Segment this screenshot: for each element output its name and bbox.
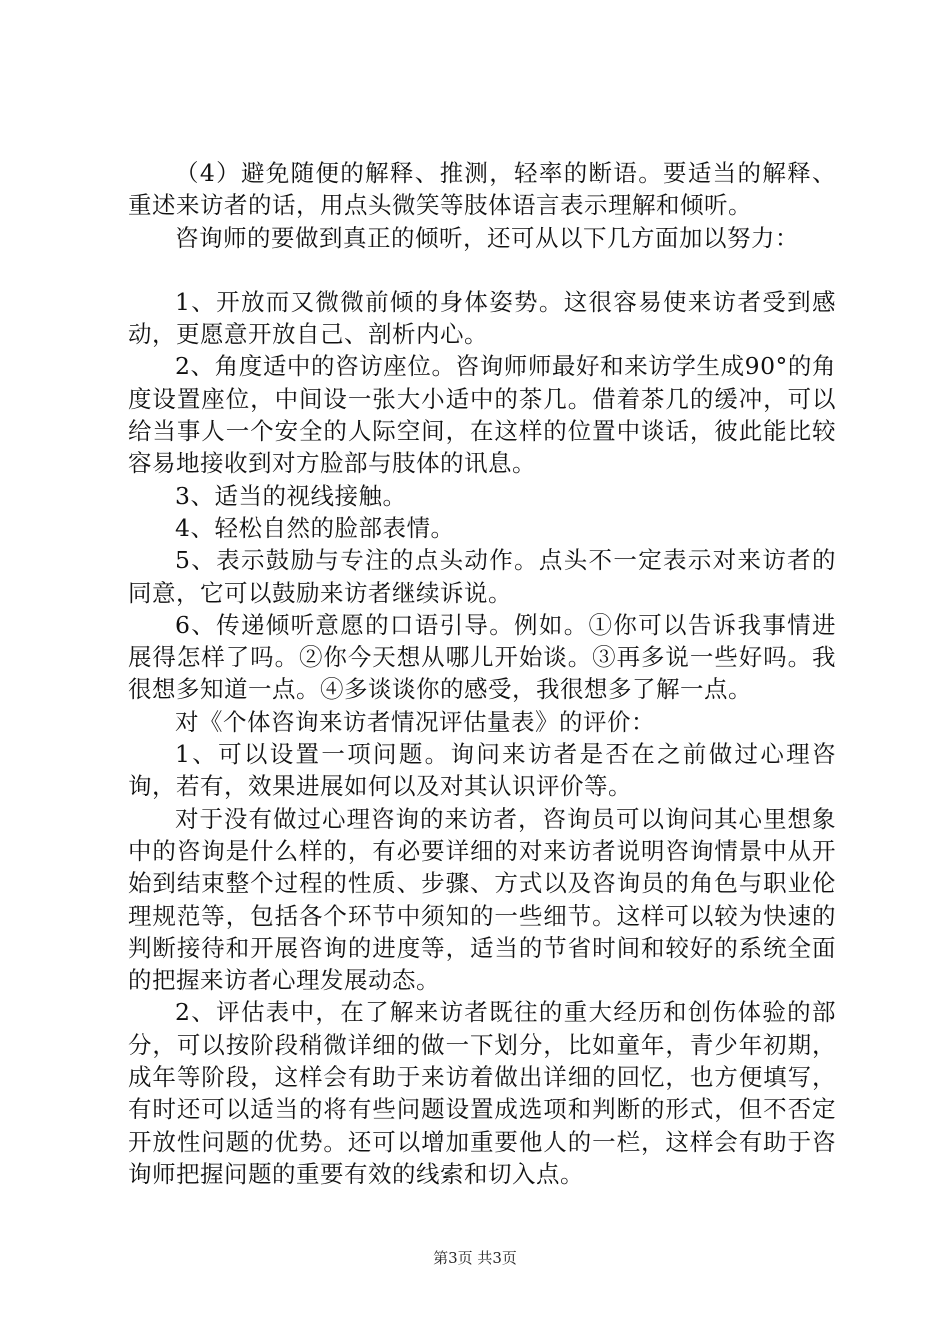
paragraph-avoid-casual-interpretation: （4）避免随便的解释、推测，轻率的断语。要适当的解释、重述来访者的话，用点头微笑等肢体语言表示理解和倾听。 bbox=[128, 159, 836, 220]
paragraph-listening-intro: 咨询师的要做到真正的倾听，还可从以下几方面加以努力： bbox=[175, 223, 799, 252]
paragraph-item-2-seating: 2、角度适中的咨访座位。咨询师师最好和来访学生成90°的角度设置座位，中间设一张大小适中的茶几。借着茶几的缓冲，可以给当事人一个安全的人际空间，在这样的位置中谈话，彼此能比较容易地接收到对方脸部与肢体的讯息。 bbox=[128, 352, 836, 478]
paragraph-evaluation-item-1: 1、可以设置一项问题。询问来访者是否在之前做过心理咨询，若有，效果进展如何以及对其认识评价等。 bbox=[128, 740, 836, 801]
paragraph-item-5-nodding: 5、表示鼓励与专注的点头动作。点头不一定表示对来访者的同意，它可以鼓励来访者继续诉说。 bbox=[128, 546, 836, 607]
paragraph-item-6-verbal-guidance: 6、传递倾听意愿的口语引导。例如。①你可以告诉我事情进展得怎样了吗。②你今天想从哪儿开始谈。③再多说一些好吗。我很想多知道一点。④多谈谈你的感受，我很想多了解一点。 bbox=[128, 610, 836, 704]
paragraph-item-3-eye-contact: 3、适当的视线接触。 bbox=[175, 481, 407, 510]
paragraph-item-4-facial-expression: 4、轻松自然的脸部表情。 bbox=[175, 513, 455, 542]
paragraph-evaluation-heading: 对《个体咨询来访者情况评估量表》的评价： bbox=[175, 707, 655, 736]
page-number-footer: 第3页 共3页 bbox=[433, 1249, 517, 1267]
paragraph-item-1-posture: 1、开放而又微微前倾的身体姿势。这很容易使来访者受到感动，更愿意开放自己、剖析内心。 bbox=[128, 287, 836, 349]
document-body bbox=[128, 157, 836, 1190]
paragraph-evaluation-item-2: 2、评估表中，在了解来访者既往的重大经历和创伤体验的部分，可以按阶段稍微详细的做一下划分，比如童年，青少年初期，成年等阶段，这样会有助于来访着做出详细的回忆，也方便填写，有时还可以适当的将有些问题设置成选项和判断的形式，但不否定开放性问题的优势。还可以增加重要他人的一栏，这样会有助于咨询师把握问题的重要有效的线索和切入点。 bbox=[128, 998, 836, 1188]
paragraph-evaluation-no-prior-counseling: 对于没有做过心理咨询的来访者，咨询员可以询问其心里想象中的咨询是什么样的，有必要详细的对来访者说明咨询情景中从开始到结束整个过程的性质、步骤、方式以及咨询员的角色与职业伦理规范等，包括各个环节中须知的一些细节。这样可以较为快速的判断接待和开展咨询的进度等，适当的节省时间和较好的系统全面的把握来访者心理发展动态。 bbox=[128, 804, 836, 995]
